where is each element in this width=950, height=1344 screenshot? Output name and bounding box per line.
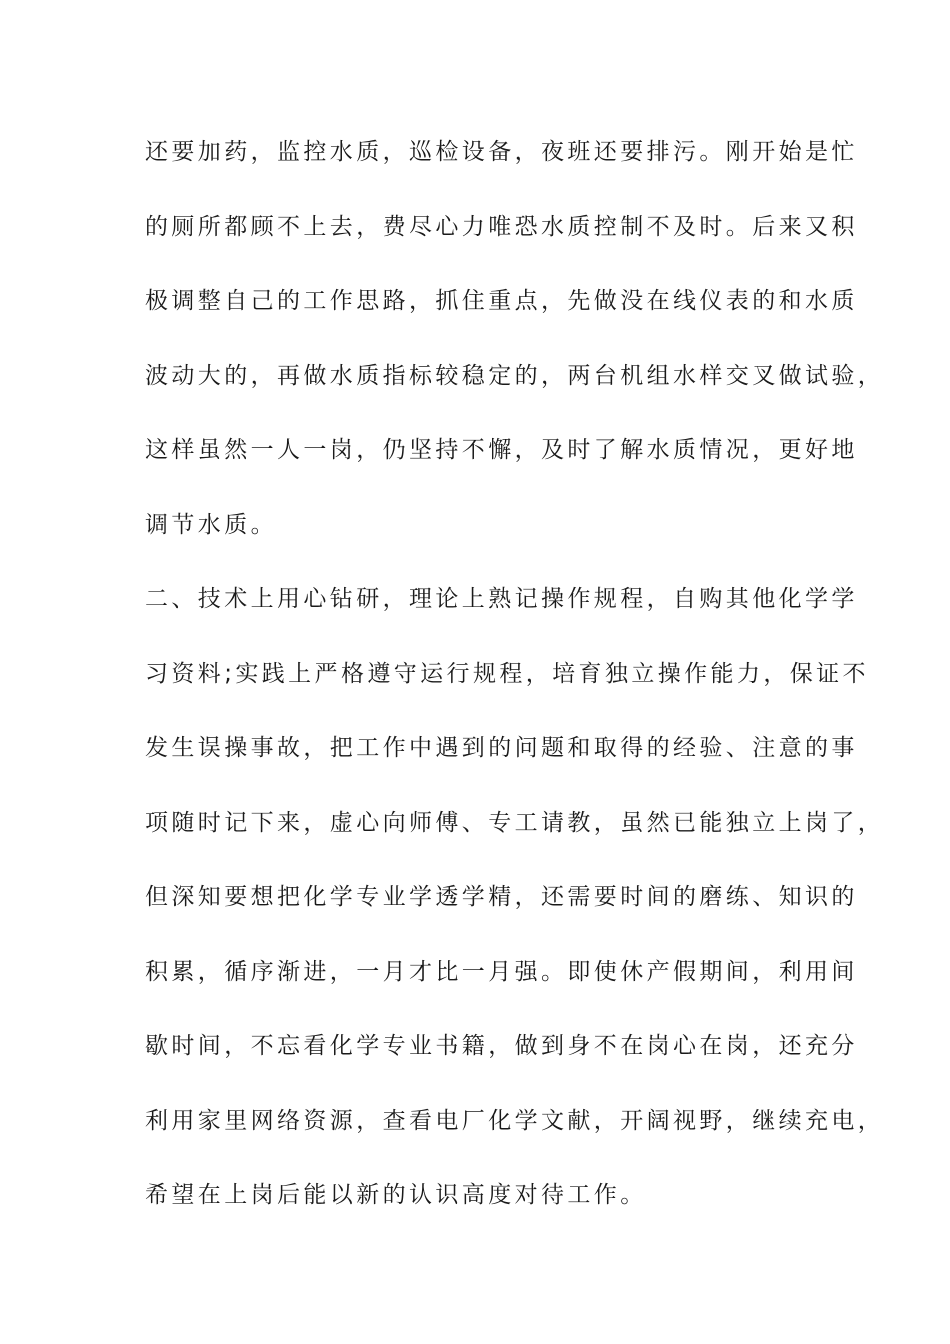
text-line: 波动大的，再做水质指标较稳定的，两台机组水样交叉做试验， — [145, 362, 885, 389]
text-line: 发生误操事故，把工作中遇到的问题和取得的经验、注意的事 — [145, 735, 858, 761]
text-line: 但深知要想把化学专业学透学精，还需要时间的磨练、知识的 — [145, 884, 858, 910]
text-line: 项随时记下来，虚心向师傅、专工请教，虽然已能独立上岗了， — [145, 809, 885, 836]
text-line: 还要加药，监控水质，巡检设备，夜班还要排污。刚开始是忙 — [145, 139, 858, 165]
text-line: 二、技术上用心钻研，理论上熟记操作规程，自购其他化学学 — [145, 586, 858, 612]
text-line: 调节水质。 — [145, 511, 277, 538]
text-line: 的厕所都顾不上去，费尽心力唯恐水质控制不及时。后来又积 — [145, 213, 858, 240]
text-line: 习资料;实践上严格遵守运行规程，培育独立操作能力，保证不 — [145, 660, 869, 687]
text-line: 利用家里网络资源，查看电厂化学文献，开阔视野，继续充电， — [145, 1107, 885, 1134]
text-line: 歇时间，不忘看化学专业书籍，做到身不在岗心在岗，还充分 — [145, 1033, 858, 1059]
text-line: 希望在上岗后能以新的认识高度对待工作。 — [145, 1182, 647, 1208]
text-line: 极调整自己的工作思路，抓住重点，先做没在线仪表的和水质 — [145, 288, 858, 314]
text-line: 这样虽然一人一岗，仍坚持不懈，及时了解水质情况，更好地 — [145, 437, 858, 463]
body-text — [145, 130, 885, 1248]
text-line: 积累，循序渐进，一月才比一月强。即使休产假期间，利用间 — [145, 958, 858, 985]
